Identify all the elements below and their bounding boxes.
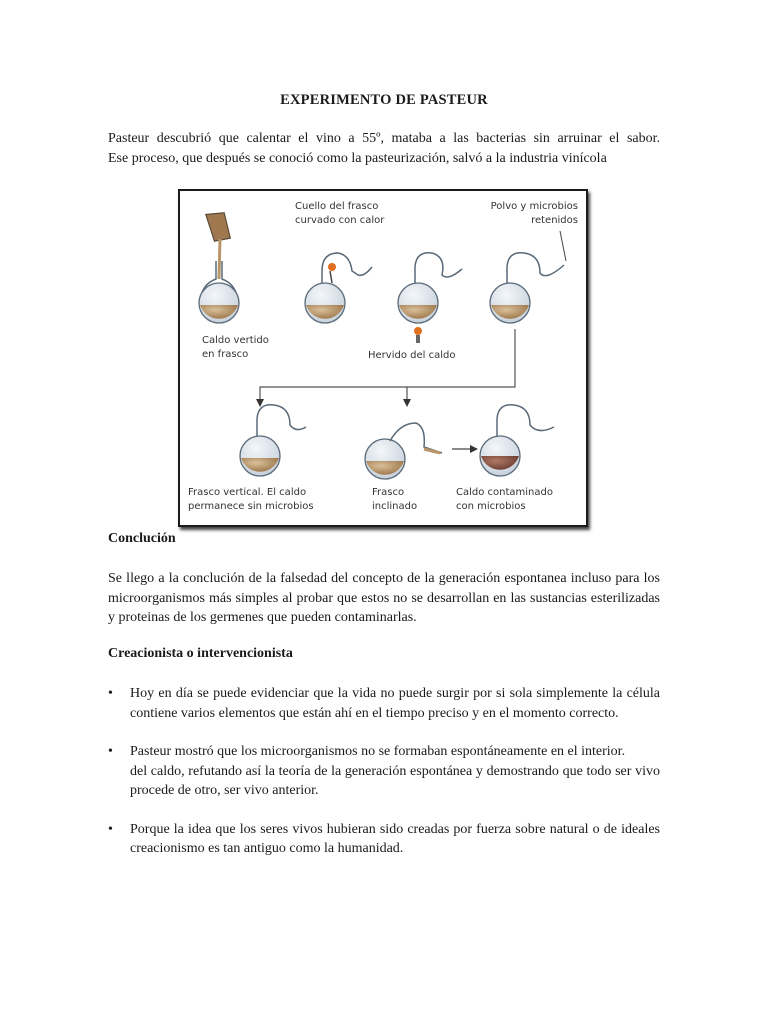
connector-line	[260, 329, 515, 403]
bullet-icon: •	[108, 744, 113, 759]
caption-polvo-2: retenidos	[531, 215, 578, 226]
caption-contaminado-1: Caldo contaminado	[456, 487, 553, 498]
caption-inclinado-1: Frasco	[372, 487, 405, 498]
caption-hervido: Hervido del caldo	[368, 350, 456, 361]
creacionista-list	[108, 684, 660, 859]
conclusion-heading: Conclución	[108, 531, 176, 546]
caption-contaminado-2: con microbios	[456, 501, 526, 512]
flame-icon	[414, 327, 422, 335]
bullet-icon: •	[108, 821, 113, 837]
flask-vertical	[240, 405, 306, 476]
caption-cuello-2: curvado con calor	[295, 215, 385, 226]
caption-caldo-vertido-1: Caldo vertido	[202, 335, 269, 346]
caption-vertical-2: permanece sin microbios	[188, 501, 314, 512]
pasteur-experiment-figure	[178, 189, 588, 527]
caption-caldo-vertido-2: en frasco	[202, 349, 249, 360]
caption-polvo-1: Polvo y microbios	[490, 201, 578, 212]
intro-line-2: Ese proceso, que después se conoció como la pasteurización, salvó a la industria vinícola	[108, 150, 607, 166]
flask-tilted	[365, 423, 442, 479]
list-item	[108, 820, 660, 859]
creacionista-heading: Creacionista o intervencionista	[108, 646, 293, 661]
intro-line-1: Pasteur descubrió que calentar el vino a 55º, mataba a las bacterias sin arruinar el sabor.	[108, 131, 660, 146]
list-item	[108, 742, 660, 801]
flame-icon	[328, 263, 336, 271]
caption-cuello-1: Cuello del frasco	[295, 201, 379, 212]
list-item-text: Hoy en día se puede evidenciar que la vida no puede surgir por si sola simplemente la célula contiene varios elementos que están ahí en el tiempo preciso y en el momento correcto.	[130, 686, 660, 721]
intro-paragraph	[108, 129, 660, 168]
list-item-text: Pasteur mostró que los microorganismos no se formaban espontáneamente en el interior.	[130, 744, 626, 759]
flask-boiling	[398, 253, 462, 343]
list-item-text: Porque la idea que los seres vivos hubieran sido creadas por fuerza sobre natural o de ideales creacionismo es tan antiguo como la humanidad.	[130, 821, 660, 856]
caption-inclinado-2: inclinado	[372, 501, 418, 512]
page-title: EXPERIMENTO DE PASTEUR	[280, 92, 488, 108]
caption-vertical-1: Frasco vertical. El caldo	[188, 487, 307, 498]
bullet-icon: •	[108, 686, 113, 701]
flask-dust	[490, 231, 566, 323]
flask-contaminated	[480, 405, 554, 476]
flask-curving	[305, 253, 372, 323]
experiment-diagram	[180, 191, 586, 525]
list-item-text-continued: del caldo, refutando así la teoría de la generación espontánea y demostrando que todo ser vivo procede de otro, ser vivo anterior.	[130, 763, 660, 798]
flask-pouring	[199, 209, 239, 323]
list-item	[108, 684, 660, 723]
conclusion-text: Se llego a la conclución de la falsedad del concepto de la generación espontanea incluso para los microorganismos más simples al probar que estos no se desarrollan en las sustancias esterilizadas y proteinas de los germenes que pueden contaminarlas.	[108, 571, 660, 625]
